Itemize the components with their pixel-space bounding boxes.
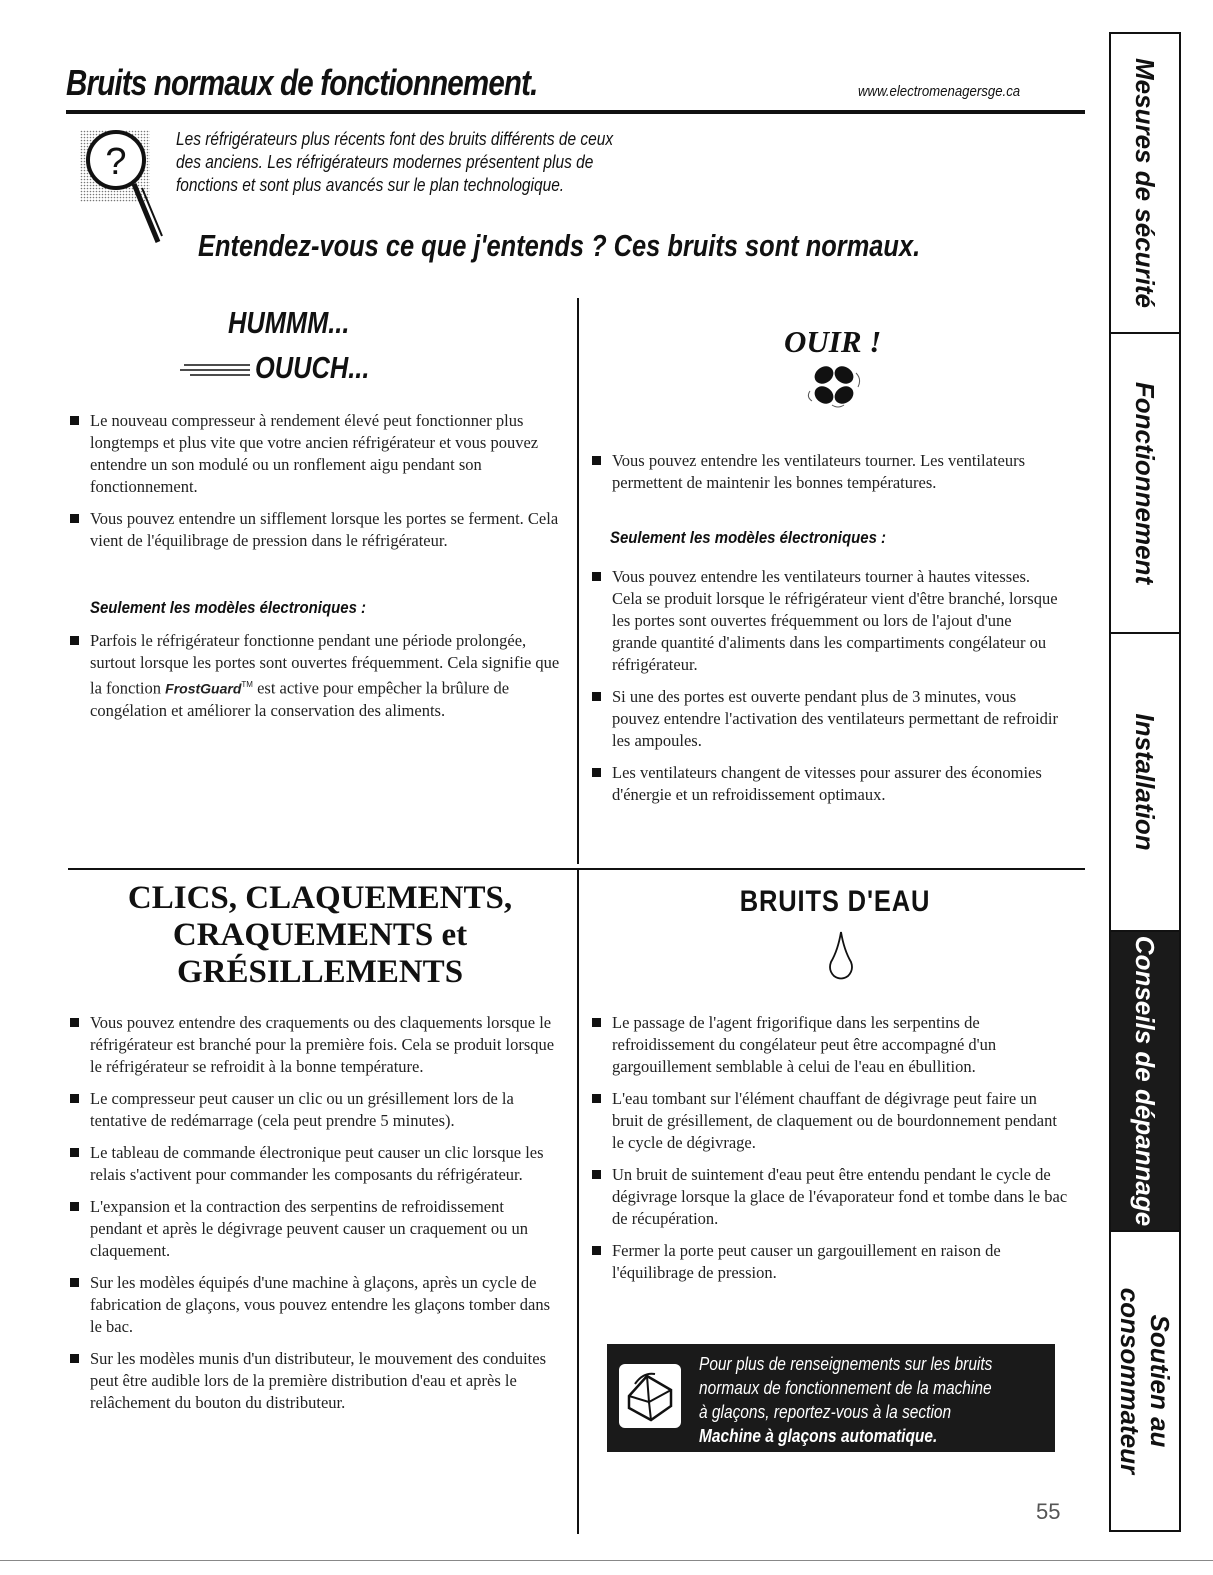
question-magnifier-icon — [80, 124, 170, 259]
electronic-models-subheading: Seulement les modèles électroniques : — [90, 598, 367, 617]
list-item: Fermer la porte peut causer un gargouillement en raison de l'équilibrage de pression. — [590, 1240, 1070, 1284]
clics-heading-line: CLICS, CLAQUEMENTS, — [127, 880, 513, 916]
intro-line: des anciens. Les réfrigérateurs modernes présentent plus de — [176, 152, 594, 172]
tab-soutien-au-consommateur[interactable] — [1111, 1232, 1179, 1530]
fan-icon — [800, 355, 870, 418]
list-item: Le passage de l'agent frigorifique dans les serpentins de refroidissement du congélateur peut être accompagné d'un gargouillement semblable à celui de l'eau en ébullition. — [590, 1012, 1070, 1078]
electronic-models-subheading: Seulement les modèles électroniques : — [610, 528, 887, 547]
frostguard-mark: FrostGuard — [165, 680, 242, 697]
list-item: Le nouveau compresseur à rendement élevé peut fonctionner plus longtemps et plus vite que votre ancien réfrigérateur et vous pouvez entendre un son modulé ou un ronflement aigu pendant son fonctionnement. — [68, 410, 568, 498]
section-tabs-sidebar — [1109, 32, 1181, 1532]
ouir-list — [590, 450, 1060, 504]
hummm-list-electronic — [68, 630, 568, 732]
website-url[interactable]: www.electromenagersge.ca — [858, 83, 1021, 100]
ouir-list-electronic — [590, 566, 1060, 816]
bottom-rule — [0, 1560, 1213, 1561]
title-rule — [66, 110, 1085, 114]
eau-heading: BRUITS D'EAU — [739, 885, 931, 918]
list-item — [68, 630, 568, 722]
page-number: 55 — [1036, 1499, 1061, 1524]
svg-text:?: ? — [105, 141, 127, 183]
intro-line: fonctions et sont plus avancés sur le plan technologique. — [176, 175, 565, 195]
list-item: Sur les modèles munis d'un distributeur, le mouvement des conduites peut être audible lors de la première distribution d'eau et après le relâchement du bouton du distributeur. — [68, 1348, 558, 1414]
callout-section-link[interactable]: Machine à glaçons automatique. — [699, 1426, 938, 1446]
clics-heading — [70, 880, 570, 991]
list-item: Vous pouvez entendre des craquements ou des claquements lorsque le réfrigérateur est branché pour la première fois. Cela se produit lorsque le réfrigérateur se refroidit à la bonne température. — [68, 1012, 558, 1078]
list-item: Vous pouvez entendre les ventilateurs tourner à hautes vitesses. Cela se produit lorsque le réfrigérateur vient d'être branché, lorsque les portes sont ouvertes fréquemment ou lors de l'ajout d'une grande quantité d'aliments dans les compartiments congélateur ou réfrigérateur. — [590, 566, 1060, 676]
clics-heading-line: CRAQUEMENTS et — [172, 917, 468, 953]
tab-label: Conseils de dépannage — [1130, 935, 1160, 1227]
tab-mesures-de-securite[interactable] — [1111, 34, 1179, 334]
intro-line: Les réfrigérateurs plus récents font des bruits différents de ceux — [176, 129, 614, 149]
hummm-list — [68, 410, 568, 562]
list-item: Les ventilateurs changent de vitesses pour assurer des économies d'énergie et un refroidissement optimaux. — [590, 762, 1060, 806]
list-item: L'expansion et la contraction des serpentins de refroidissement pendant et après le dégivrage peuvent causer un craquement ou un claquement. — [68, 1196, 558, 1262]
list-item: L'eau tombant sur l'élément chauffant de dégivrage peut faire un bruit de grésillement, de claquement ou de bourdonnement pendant le cycle de dégivrage. — [590, 1088, 1070, 1154]
list-item-text: Parfois le réfrigérateur fonctionne pendant une période prolongée, surtout lorsque les portes sont ouvertes fréquemment. Cela signifie que la fonction — [90, 631, 560, 698]
tab-label: Fonctionnement — [1130, 381, 1160, 585]
column-divider-top — [577, 298, 579, 864]
headline: Entendez-vous ce que j'entends ? Ces bruits sont normaux. — [198, 228, 921, 263]
list-item: Le tableau de commande électronique peut causer un clic lorsque les relais s'activent pour commander les composants du réfrigérateur. — [68, 1142, 558, 1186]
tab-label: Soutien au consommateur — [1115, 1287, 1175, 1475]
eau-list — [590, 1012, 1070, 1294]
intro-text — [176, 128, 709, 197]
tab-installation[interactable] — [1111, 634, 1179, 932]
ice-maker-icon — [617, 1362, 683, 1435]
water-drop-icon — [826, 930, 856, 987]
callout-text — [699, 1352, 1043, 1448]
ouuch-heading: OUUCH... — [255, 350, 370, 385]
hummm-heading: HUMMM... — [228, 305, 350, 340]
callout-line: normaux de fonctionnement de la machine — [699, 1378, 992, 1398]
list-item: Un bruit de suintement d'eau peut être entendu pendant le cycle de dégivrage lorsque la glace de l'évaporateur fond et tombe dans le bac de récupération. — [590, 1164, 1070, 1230]
tab-label: Mesures de sécurité — [1130, 57, 1160, 309]
list-item: Sur les modèles équipés d'une machine à glaçons, après un cycle de fabrication de glaçons, vous pouvez entendre les glaçons tomber dans le bac. — [68, 1272, 558, 1338]
list-item: Vous pouvez entendre un sifflement lorsque les portes se ferment. Cela vient de l'équilibrage de pression dans le réfrigérateur. — [68, 508, 568, 552]
ice-maker-callout — [607, 1344, 1055, 1452]
tab-conseils-de-depannage[interactable] — [1111, 932, 1179, 1232]
speed-lines-icon — [180, 362, 252, 378]
trademark-symbol: TM — [241, 680, 253, 689]
tab-label: Installation — [1130, 713, 1160, 851]
callout-line: à glaçons, reportez-vous à la section — [699, 1402, 952, 1422]
clics-heading-line: GRÉSILLEMENTS — [176, 954, 464, 990]
clics-list — [68, 1012, 558, 1424]
page-title: Bruits normaux de fonctionnement. — [66, 62, 538, 103]
tab-fonctionnement[interactable] — [1111, 334, 1179, 634]
callout-line: Pour plus de renseignements sur les bruits — [699, 1354, 993, 1374]
list-item: Si une des portes est ouverte pendant plus de 3 minutes, vous pouvez entendre l'activation des ventilateurs permettant de refroidir les ampoules. — [590, 686, 1060, 752]
ouir-heading: OUIR ! — [784, 324, 882, 359]
column-divider-bottom — [577, 870, 579, 1534]
list-item: Vous pouvez entendre les ventilateurs tourner. Les ventilateurs permettent de maintenir les bonnes températures. — [590, 450, 1060, 494]
list-item-text: est active pour empêcher la brûlure de congélation et améliorer la conservation des aliments. — [90, 678, 510, 720]
list-item: Le compresseur peut causer un clic ou un grésillement lors de la tentative de redémarrage (cela peut prendre 5 minutes). — [68, 1088, 558, 1132]
